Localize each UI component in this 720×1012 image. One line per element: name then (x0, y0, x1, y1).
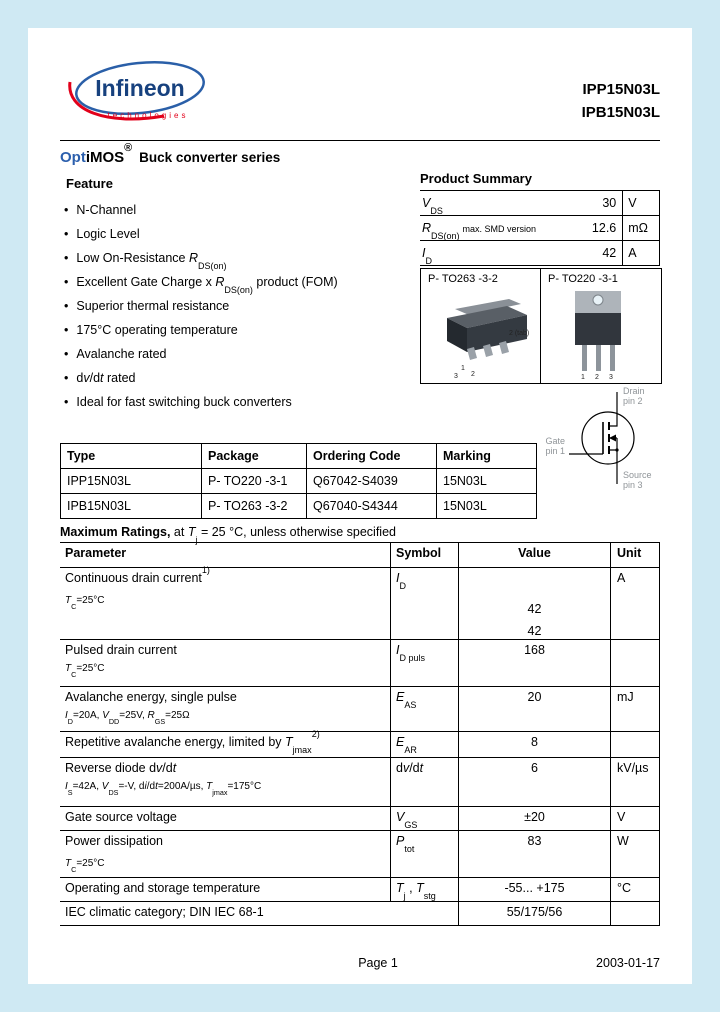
package-cell: P- TO220 -3-1 (201, 469, 306, 493)
ordering-code-cell: Q67040-S4344 (306, 494, 436, 518)
document-date: 2003-01-17 (596, 956, 660, 970)
package-caption-to263: P- TO263 -3-2 (428, 273, 498, 285)
unit-cell (610, 732, 660, 757)
value-cell: -55... +175 (458, 878, 610, 901)
summary-note: max. SMD version (462, 224, 537, 234)
source-label: Source (623, 470, 652, 480)
drain-label: Drain (623, 386, 645, 396)
value-cell (458, 568, 610, 639)
symbol-cell: $I_D$ (390, 568, 458, 639)
package-drawings-box (420, 268, 662, 384)
parameter-text: Pulsed drain current (65, 643, 177, 657)
value-cell: 168 (458, 640, 610, 686)
to220-leg (596, 345, 601, 371)
symbol-cell: $I_{D puls}$ (390, 640, 458, 686)
source-lead (609, 450, 617, 484)
body-arrow (609, 435, 616, 442)
title-brand-black: iMOS (85, 149, 125, 166)
title-series: Buck converter series (139, 150, 281, 165)
table-row (60, 807, 660, 831)
table-row (60, 902, 660, 926)
ratings-heading (60, 525, 396, 545)
package-caption-to220: P- TO220 -3-1 (548, 273, 618, 285)
unit-cell (610, 902, 660, 925)
feature-heading: Feature (66, 176, 113, 191)
summary-unit: V (622, 191, 660, 215)
col-value: Value (458, 543, 610, 567)
ratings-heading-bold: Maximum Ratings, (60, 525, 171, 539)
table-row (60, 687, 660, 732)
value-text: 42 (527, 602, 542, 616)
table-row (60, 831, 660, 878)
value-cell: 83 (458, 831, 610, 877)
to220-leg (582, 345, 587, 371)
ratings-header-row (60, 543, 660, 568)
to220-pin-label: 1 (581, 374, 585, 381)
unit-cell: W (610, 831, 660, 877)
parameter-cell (60, 564, 390, 639)
col-type: Type (67, 449, 96, 463)
summary-symbol: $V_{DS}$ (422, 196, 443, 216)
to263-pin-label: 2 (471, 371, 475, 378)
feature-item: • Superior thermal resistance (64, 294, 394, 318)
summary-row (420, 216, 660, 241)
ordering-table (60, 443, 537, 519)
table-row (60, 878, 660, 902)
parameter-text: Power dissipation (65, 834, 163, 848)
drain-lead (609, 392, 617, 426)
feature-item: • Low On-Resistance $R_{DS(on)}$ (64, 246, 394, 270)
unit-cell: mJ (610, 687, 660, 731)
table-row (60, 728, 660, 758)
parameter-cell (60, 831, 390, 877)
feature-item: • Logic Level (64, 222, 394, 246)
summary-unit: mΩ (622, 216, 660, 240)
unit-cell: kV/µs (610, 758, 660, 806)
col-marking: Marking (436, 444, 536, 468)
to220-pin-label: 3 (609, 374, 613, 381)
to220-tab-hole (593, 295, 603, 305)
ratings-table (60, 542, 660, 926)
page-title (60, 142, 281, 166)
col-parameter: Parameter (65, 546, 127, 560)
summary-unit: A (622, 241, 660, 265)
feature-item: • Excellent Gate Charge x $R_{DS(on)}$ product (FOM) (64, 270, 394, 294)
symbol-cell: $T_j$ , $T_{stg}$ (390, 878, 458, 901)
value-text: 42 (527, 624, 542, 638)
summary-symbol-text: $R_{DS(on)}$ (422, 221, 460, 241)
table-row (60, 640, 660, 687)
infineon-logo (52, 48, 227, 143)
datasheet-page (28, 28, 692, 984)
part-number-2: IPB15N03L (581, 104, 660, 121)
symbol-cell: dv/dt (390, 758, 458, 806)
product-summary-heading: Product Summary (420, 171, 532, 186)
summary-value: 30 (602, 196, 617, 210)
to263-tab-label: 2 (tab) (509, 330, 530, 337)
symbol-cell: $E_{AR}$ (390, 732, 458, 757)
marking-cell: 15N03L (436, 469, 536, 493)
to263-package-image (421, 285, 539, 381)
table-row (61, 493, 536, 518)
unit-cell: °C (610, 878, 660, 901)
gate-pin-label: pin 1 (545, 446, 565, 456)
col-symbol: Symbol (390, 543, 458, 567)
symbol-cell: $E_{AS}$ (390, 687, 458, 731)
to220-pin-label: 2 (595, 374, 599, 381)
condition-text: $T_C=25^\circ C$ (65, 663, 105, 679)
parameter-cell (60, 640, 390, 686)
condition-text: $I_D=20A$, $V_{DD}=25V$, $R_{GS}=25\Omega$ (65, 710, 190, 726)
to220-leg (610, 345, 615, 371)
marking-cell: 15N03L (436, 494, 536, 518)
source-pin-label: pin 3 (623, 480, 643, 490)
parameter-cell (60, 687, 390, 731)
junction-dot (615, 448, 618, 451)
parameter-cell (60, 758, 390, 806)
to263-pin-label: 3 (454, 373, 458, 380)
package-cell: P- TO263 -3-2 (201, 494, 306, 518)
symbol-cell: $P_{tot}$ (390, 831, 458, 877)
feature-item: • dv/dt rated (64, 366, 394, 390)
table-row (60, 564, 660, 640)
summary-value: 42 (602, 246, 617, 260)
part-numbers (582, 78, 660, 124)
condition-text: $T_C=25^\circ C$ (65, 858, 105, 874)
summary-row (420, 191, 660, 216)
parameter-cell: Gate source voltage (65, 810, 177, 824)
unit-cell: A (610, 568, 660, 639)
ratings-heading-rest: at $T_j = 25$ °C, unless otherwise specified (173, 525, 396, 545)
value-cell: 55/175/56 (458, 902, 610, 925)
gate-label: Gate (545, 436, 565, 446)
parameter-cell: IEC climatic category; DIN IEC 68-1 (65, 905, 264, 919)
parameter-cell: Repetitive avalanche energy, limited by $T_{jmax}^{2)}$ (65, 728, 320, 755)
unit-cell (610, 640, 660, 686)
col-ordering-code: Ordering Code (306, 444, 436, 468)
value-cell: ±20 (458, 807, 610, 830)
condition-text: $I_S=42A$, $V_{DS}=-V$, di/dt=200A/µs, $T_{jmax}=175^\circ C$ (65, 781, 262, 797)
page-number: Page 1 (358, 956, 398, 970)
type-cell: IPP15N03L (67, 474, 131, 488)
condition-text: $T_C=25^\circ C$ (65, 595, 105, 611)
col-package: Package (201, 444, 306, 468)
parameter-text: Continuous drain current$^{1)}$ (65, 564, 210, 585)
header-rule (60, 140, 660, 141)
feature-list (64, 198, 394, 414)
feature-item: • Ideal for fast switching buck converters (64, 390, 394, 414)
drain-pin-label: pin 2 (623, 396, 643, 406)
parameter-cell: Operating and storage temperature (65, 881, 261, 895)
feature-item: • Avalanche rated (64, 342, 394, 366)
title-brand-blue: Opt (60, 149, 86, 166)
table-row (61, 468, 536, 493)
to263-pin-label: 1 (461, 365, 465, 372)
product-summary-table (420, 190, 660, 266)
table-row (60, 758, 660, 807)
feature-item: • N-Channel (64, 198, 394, 222)
value-cell: 20 (458, 687, 610, 731)
summary-row (420, 241, 660, 266)
ordering-header-row (61, 444, 536, 468)
summary-symbol: $I_D$ (422, 246, 432, 266)
title-reg-mark: ® (124, 142, 133, 155)
type-cell: IPB15N03L (67, 499, 131, 513)
summary-symbol (420, 221, 571, 241)
parameter-text: Reverse diode dv/dt (65, 761, 177, 775)
parameter-text: Avalanche energy, single pulse (65, 690, 237, 704)
summary-value: 12.6 (591, 221, 617, 235)
symbol-cell: $V_{GS}$ (390, 807, 458, 830)
to220-package-image (541, 285, 659, 381)
ordering-code-cell: Q67042-S4039 (306, 469, 436, 493)
logo-tagline: technologies (107, 111, 189, 120)
part-number-1: IPP15N03L (582, 81, 660, 98)
value-cell: 8 (458, 732, 610, 757)
unit-cell: V (610, 807, 660, 830)
col-unit: Unit (610, 543, 660, 567)
value-cell: 6 (458, 758, 610, 806)
feature-item: • 175°C operating temperature (64, 318, 394, 342)
to220-body (575, 313, 621, 345)
logo-wordmark: Infineon (95, 75, 185, 101)
